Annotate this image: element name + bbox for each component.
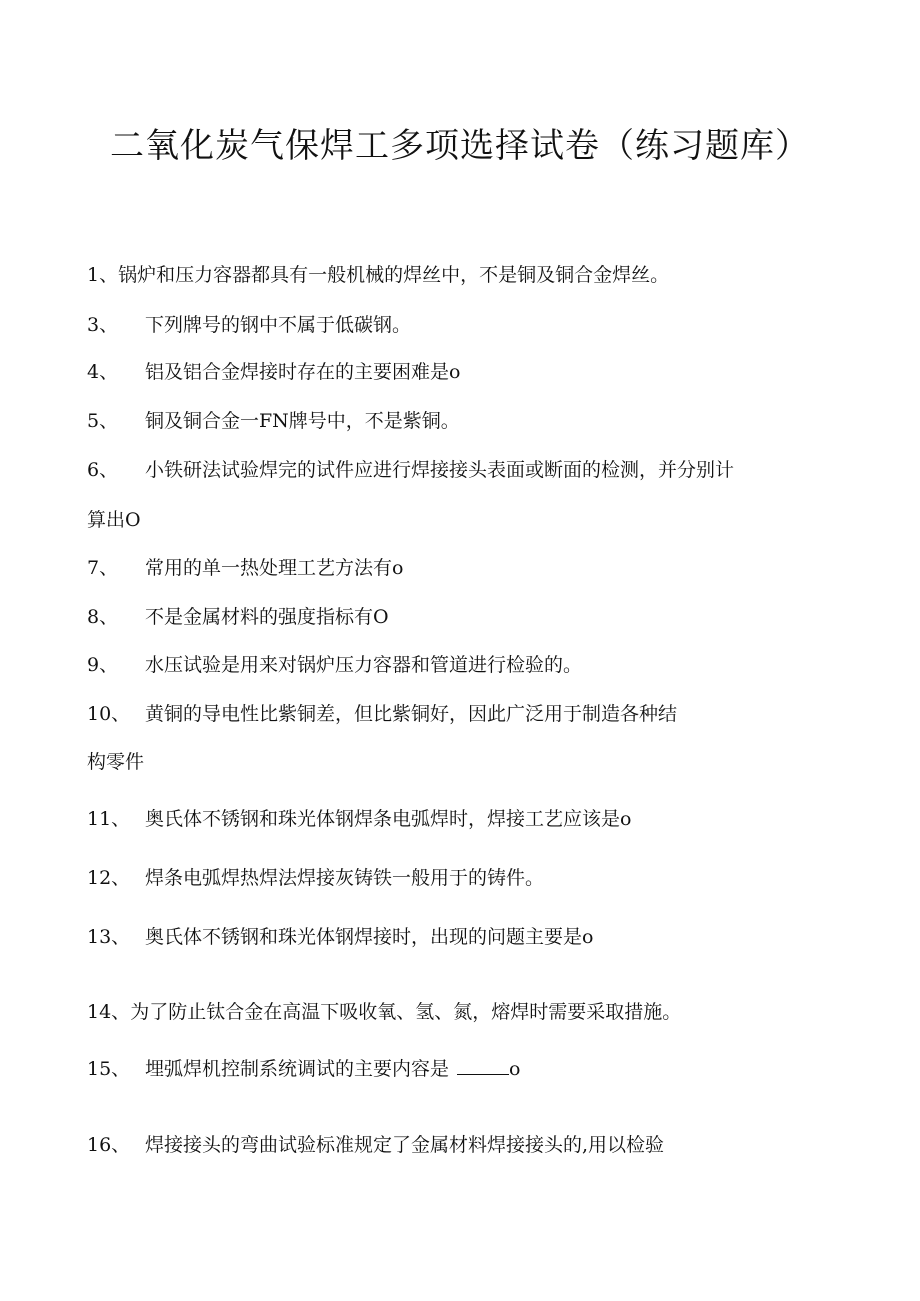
question-6 [87, 455, 734, 485]
question-text: 常用的单一热处理工艺方法有o [145, 557, 404, 579]
question-number: 3、 [87, 314, 119, 336]
question-number: 8、 [87, 606, 119, 628]
question-text: 奥氏体不锈钢和珠光体钢焊接时，出现的问题主要是o [145, 926, 594, 948]
question-16 [87, 1130, 664, 1160]
question-10 [87, 699, 677, 729]
page-title: 二氧化炭气保焊工多项选择试卷（练习题库） [110, 126, 810, 166]
question-11 [87, 804, 631, 834]
question-text: 埋弧焊机控制系统调试的主要内容是 [145, 1058, 450, 1080]
question-number: 9、 [87, 654, 119, 676]
question-text: 不是金属材料的强度指标有O [145, 606, 389, 628]
question-number: 6、 [87, 459, 119, 481]
question-number: 7、 [87, 557, 119, 579]
question-number: 5、 [87, 410, 119, 432]
question-text: 水压试验是用来对锅炉压力容器和管道进行检验的。 [145, 654, 583, 676]
question-text-continued: 算出O [87, 509, 141, 531]
question-7 [87, 553, 403, 583]
question-12 [87, 863, 544, 893]
question-number: 12、 [87, 867, 131, 889]
question-10-continuation [87, 747, 144, 777]
question-text: 铜及铜合金一FN牌号中，不是紫铜。 [145, 410, 460, 432]
question-text: 焊条电弧焊热焊法焊接灰铸铁一般用于的铸件。 [145, 867, 545, 889]
question-text-continued: 构零件 [87, 751, 145, 773]
question-text: 焊接接头的弯曲试验标准规定了金属材料焊接接头的,用以检验 [145, 1134, 665, 1156]
question-text: 铝及铝合金焊接时存在的主要困难是o [145, 361, 461, 383]
question-3 [87, 310, 411, 340]
question-15 [87, 1054, 520, 1084]
question-text: 为了防止钛合金在高温下吸收氧、氢、氮，熔焊时需要采取措施。 [130, 1001, 682, 1023]
question-text: 下列牌号的钢中不属于低碳钢。 [145, 314, 412, 336]
question-text: 奥氏体不锈钢和珠光体钢焊条电弧焊时，焊接工艺应该是o [145, 808, 632, 830]
question-number: 4、 [87, 361, 119, 383]
question-number: 11、 [87, 808, 131, 830]
question-8 [87, 602, 389, 632]
question-text: 锅炉和压力容器都具有一般机械的焊丝中，不是铜及铜合金焊丝。 [118, 264, 670, 286]
question-9 [87, 650, 582, 680]
question-5 [87, 406, 460, 436]
question-text: 黄铜的导电性比紫铜差，但比紫铜好，因此广泛用于制造各种结 [145, 703, 678, 725]
question-6-continuation [87, 505, 141, 535]
question-suffix: o [509, 1058, 521, 1080]
question-1 [87, 260, 669, 290]
question-4 [87, 357, 460, 387]
question-number: 14、 [87, 1001, 131, 1023]
question-number: 13、 [87, 926, 131, 948]
question-number: 10、 [87, 703, 131, 725]
question-13 [87, 922, 593, 952]
question-14 [87, 997, 681, 1027]
question-number: 15、 [87, 1058, 131, 1080]
answer-blank [457, 1056, 509, 1075]
question-number: 16、 [87, 1134, 131, 1156]
question-text: 小铁研法试验焊完的试件应进行焊接接头表面或断面的检测，并分别计 [145, 459, 735, 481]
question-number: 1、 [87, 264, 119, 286]
